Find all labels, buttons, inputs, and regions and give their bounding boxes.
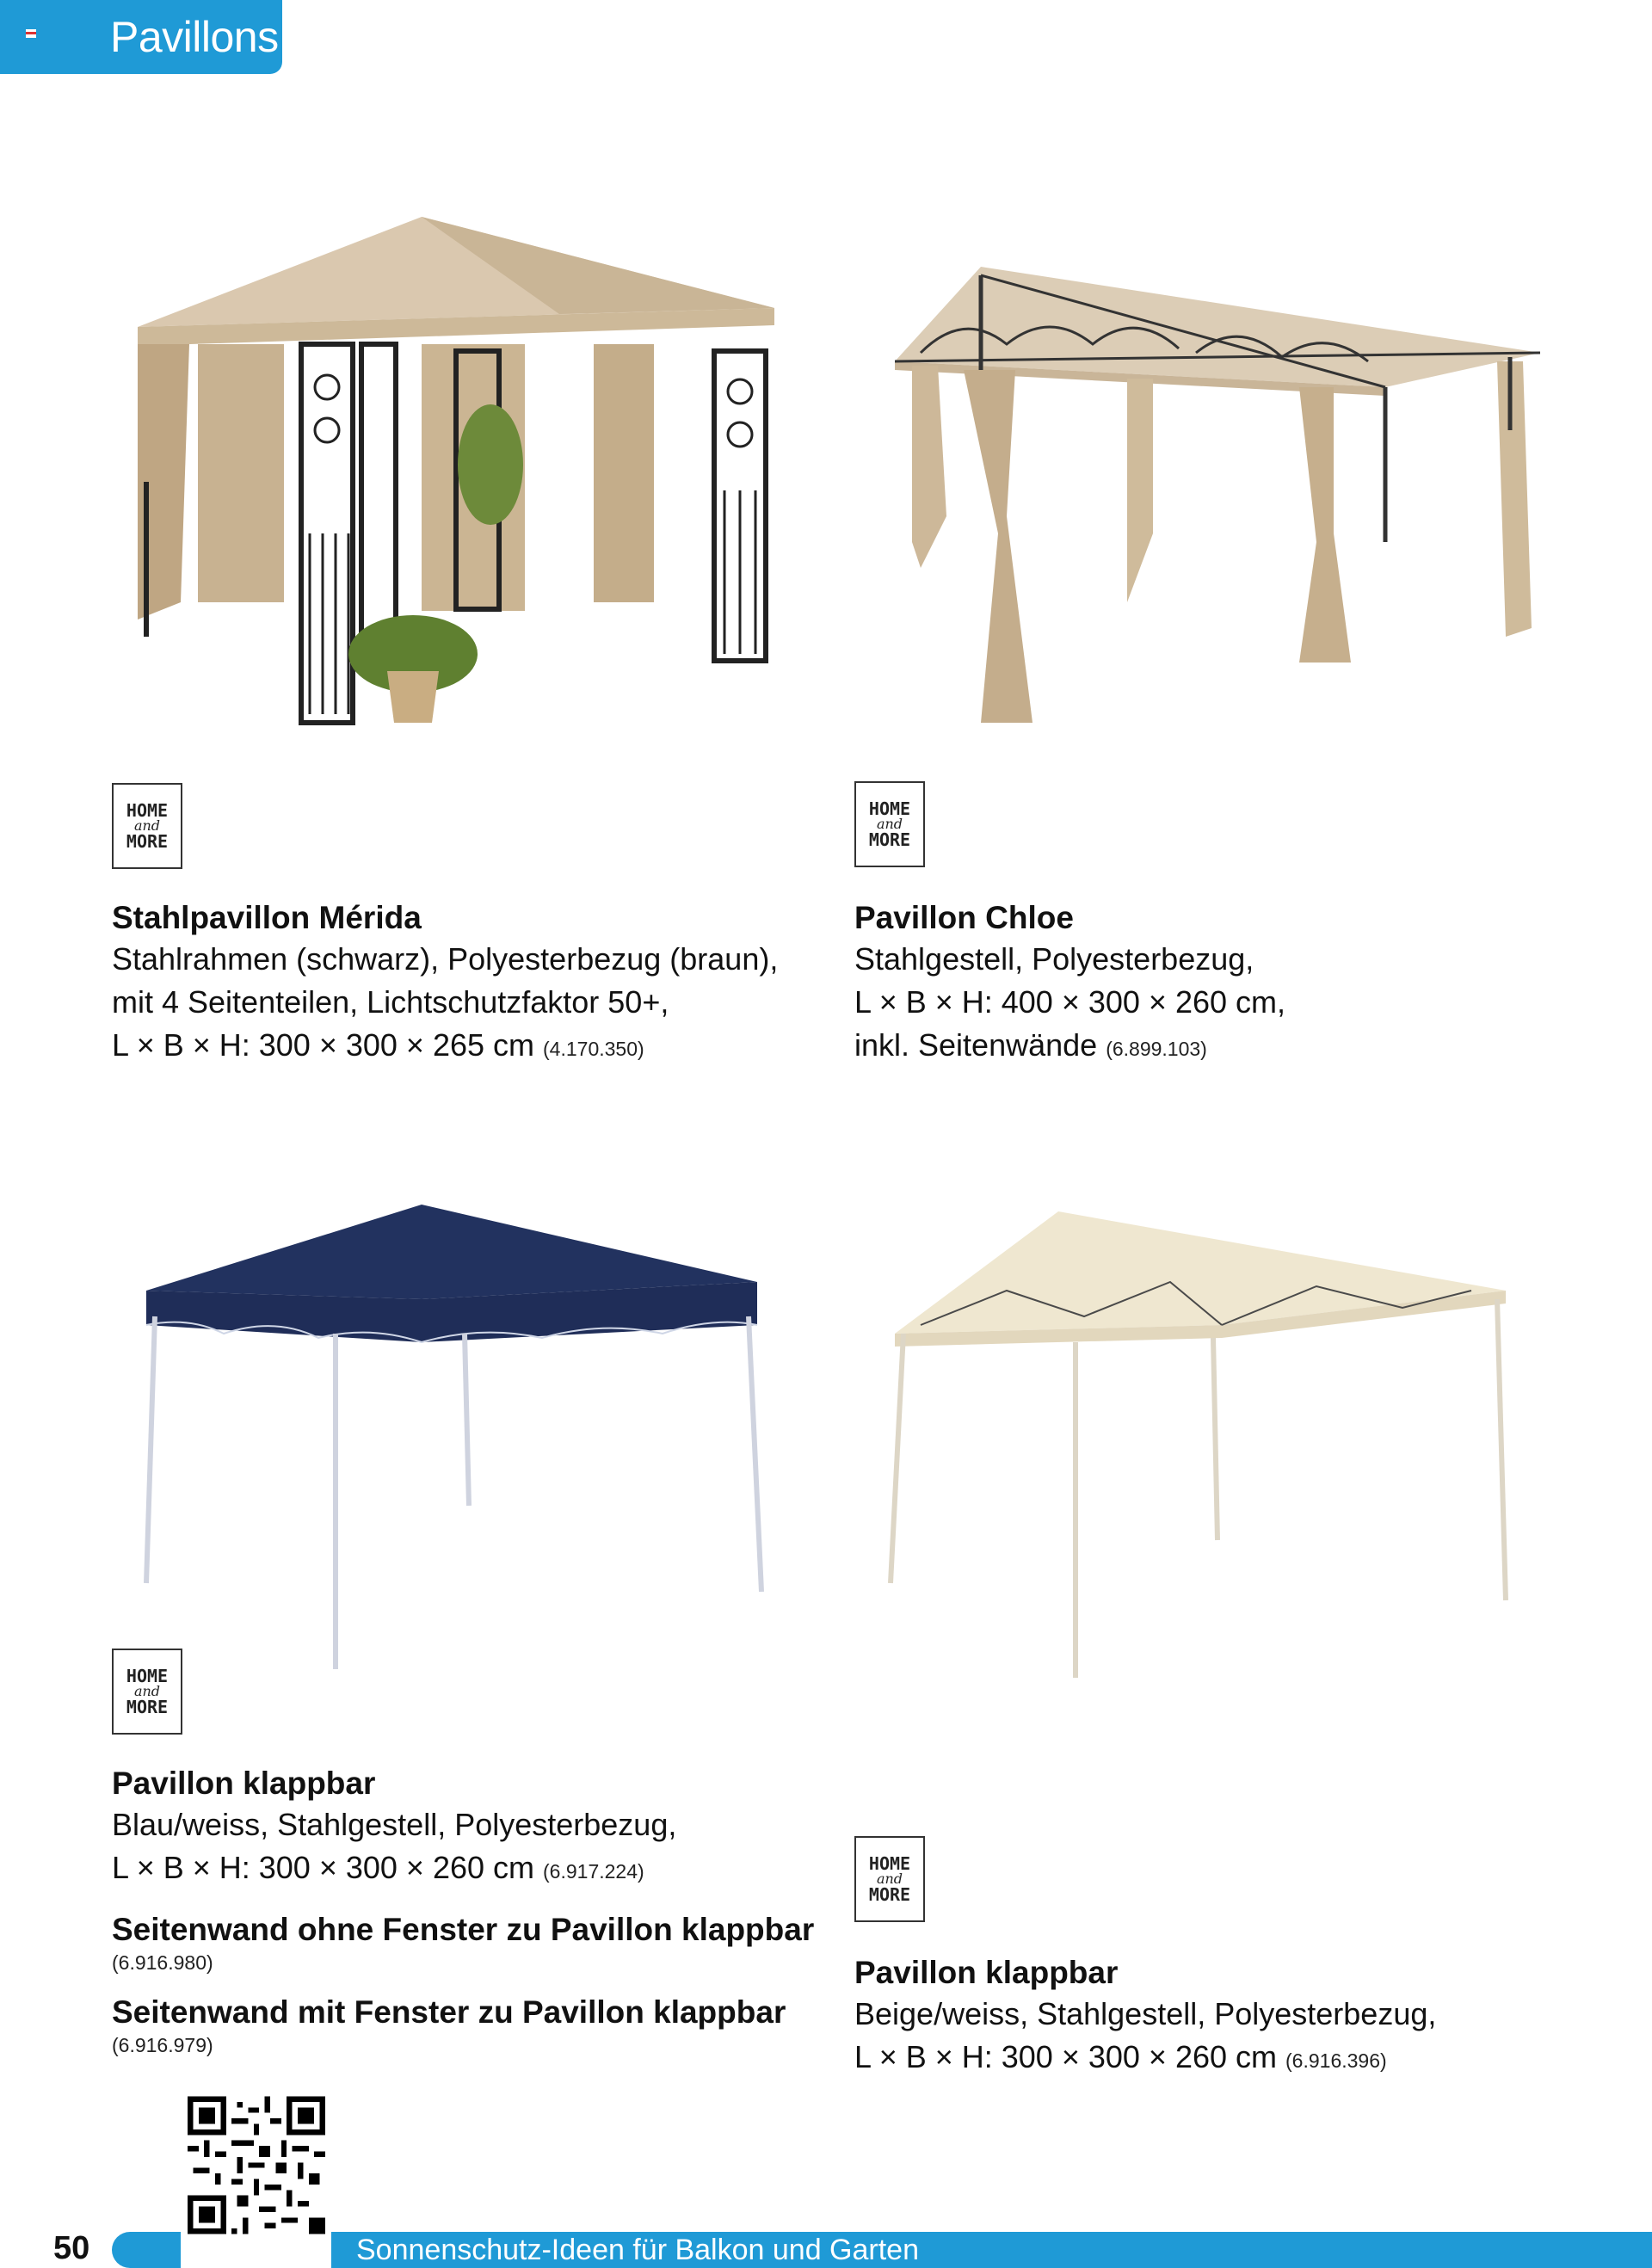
footer-caption: Sonnenschutz-Ideen für Balkon und Garten	[356, 2234, 919, 2266]
product-desc-line: L × B × H: 300 × 300 × 265 cm (4.170.350)	[112, 1027, 644, 1063]
article-number: (6.916.980)	[112, 1951, 213, 1974]
product-text-klappbar-blue	[112, 1764, 814, 2058]
product-title: Pavillon klappbar	[112, 1766, 376, 1801]
accessory-title: Seitenwand ohne Fenster zu Pavillon klappbar	[112, 1912, 815, 1947]
product-desc-line: Beige/weiss, Stahlgestell, Polyesterbezug,	[854, 1996, 1437, 2031]
product-text-merida	[112, 898, 778, 1070]
product-text-klappbar-beige	[854, 1953, 1436, 2082]
footer-accent	[112, 2232, 181, 2268]
article-number: (6.917.224)	[543, 1860, 644, 1883]
product-desc-line: mit 4 Seitenteilen, Lichtschutzfaktor 50+,	[112, 984, 669, 1020]
brand-logo-home-and-more: HOME and MORE	[854, 781, 925, 867]
product-desc-line: Stahlrahmen (schwarz), Polyesterbezug (braun),	[112, 941, 779, 977]
product-desc-line: L × B × H: 400 × 300 × 260 cm,	[854, 984, 1285, 1020]
product-image-chloe	[869, 258, 1549, 740]
article-number: (4.170.350)	[543, 1038, 644, 1060]
article-number: (6.899.103)	[1106, 1038, 1207, 1060]
page-number: 50	[53, 2230, 90, 2266]
product-title: Stahlpavillon Mérida	[112, 900, 422, 935]
brand-logo-home-and-more: HOME and MORE	[112, 1649, 182, 1735]
product-image-merida	[112, 206, 783, 740]
qr-code[interactable]	[188, 2096, 325, 2234]
article-number: (6.916.396)	[1285, 2049, 1387, 2072]
product-title: Pavillon klappbar	[854, 1955, 1119, 1990]
section-header-tab	[0, 0, 282, 74]
flag-icon	[26, 29, 36, 38]
product-desc-line: inkl. Seitenwände (6.899.103)	[854, 1027, 1207, 1063]
brand-logo-home-and-more: HOME and MORE	[854, 1836, 925, 1922]
product-text-chloe	[854, 898, 1285, 1070]
page-title: Pavillons	[110, 13, 279, 61]
product-image-klappbar-beige	[869, 1196, 1549, 1695]
product-title: Pavillon Chloe	[854, 900, 1074, 935]
brand-logo-home-and-more: HOME and MORE	[112, 783, 182, 869]
product-desc-line: L × B × H: 300 × 300 × 260 cm (6.916.396)	[854, 2039, 1387, 2074]
article-number: (6.916.979)	[112, 2034, 213, 2056]
product-image-klappbar-blue	[138, 1196, 774, 1678]
product-desc-line: Stahlgestell, Polyesterbezug,	[854, 941, 1254, 977]
accessory-title: Seitenwand mit Fenster zu Pavillon klappbar	[112, 1994, 786, 2030]
product-desc-line: Blau/weiss, Stahlgestell, Polyesterbezug,	[112, 1807, 677, 1842]
product-desc-line: L × B × H: 300 × 300 × 260 cm (6.917.224)	[112, 1850, 644, 1885]
